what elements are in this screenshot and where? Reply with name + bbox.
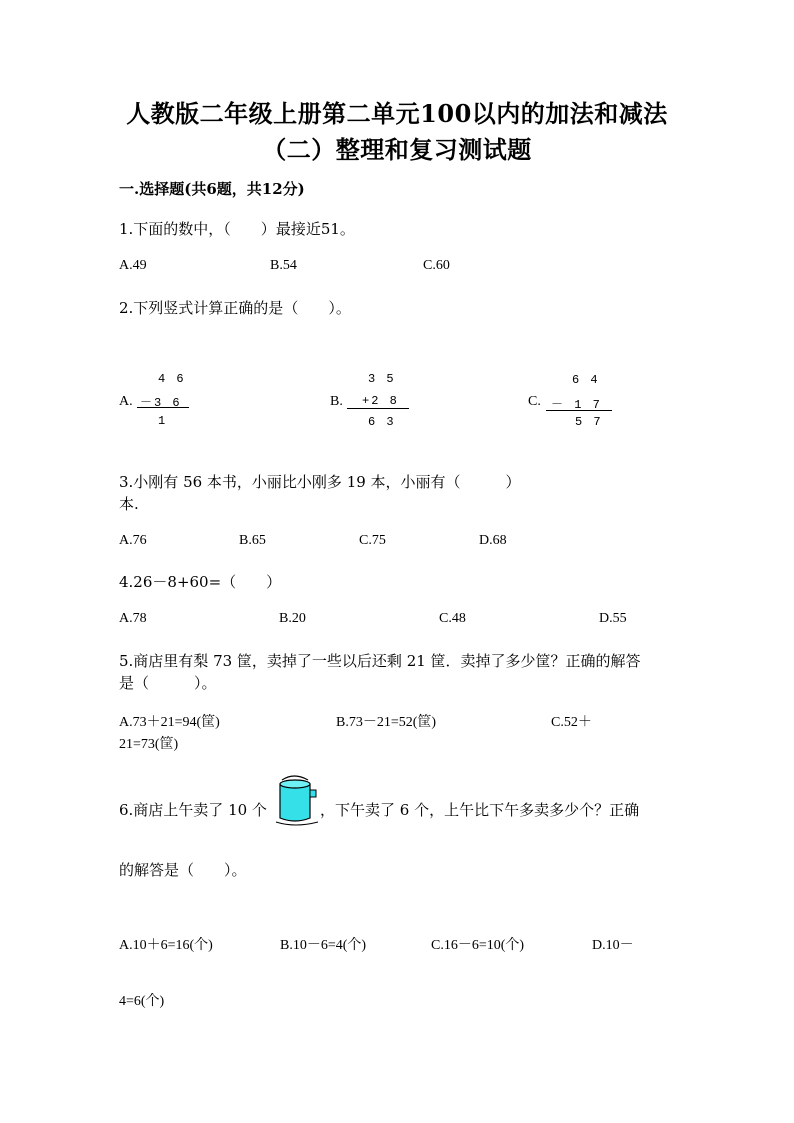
question-2-option-b-rule — [347, 408, 409, 409]
section-heading: 一.选择题(共6题，共12分) — [119, 180, 305, 198]
question-6-option-a: A.10＋6=16(个) — [119, 938, 213, 953]
question-5-stem: 5.商店里有梨 73 筐，卖掉了一些以后还剩 21 筐．卖掉了多少筐？正确的解答 — [119, 652, 641, 670]
question-5-option-b: B.73－21=52(筐) — [336, 715, 437, 730]
question-2-option-c-bottom: 5 7 — [575, 415, 603, 429]
question-6-option-d-cont: 4=6(个) — [119, 994, 165, 1009]
question-3-stem-cont: 本. — [119, 495, 139, 513]
question-5-option-a: A.73＋21=94(筐) — [119, 715, 220, 730]
question-2-option-b-mid: +2 8 — [362, 394, 399, 408]
question-4-stem: 4.26－8+60=（ ） — [119, 573, 282, 591]
question-2-option-a-rule — [137, 407, 189, 408]
bucket-icon — [274, 774, 320, 826]
question-6-stem: 6.商店上午卖了 10 个 — [119, 801, 267, 819]
question-2-stem: 2.下列竖式计算正确的是（ ）。 — [119, 299, 351, 317]
question-2-option-a-label: A. — [119, 394, 133, 409]
question-4-option-b: B.20 — [279, 611, 306, 626]
question-3-option-a: A.76 — [119, 533, 147, 548]
question-3-stem: 3.小刚有 56 本书，小丽比小刚多 19 本，小丽有（ ） — [119, 473, 521, 491]
question-6-stem-cont: 的解答是（ ）。 — [119, 861, 247, 879]
question-1-stem: 1.下面的数中，（ ）最接近51。 — [119, 220, 355, 238]
question-3-option-c: C.75 — [359, 533, 386, 548]
question-3-option-d: D.68 — [479, 533, 507, 548]
question-3-option-b: B.65 — [239, 533, 266, 548]
question-2-option-a-mid: －3 6 — [140, 396, 182, 410]
question-2-option-b-label: B. — [330, 394, 343, 409]
question-6-option-b: B.10－6=4(个) — [280, 938, 367, 953]
question-5-option-c-cont: 21=73(筐) — [119, 737, 179, 752]
question-2-option-b-top: 3 5 — [368, 372, 396, 386]
question-4-option-d: D.55 — [599, 611, 627, 626]
question-1-option-c: C.60 — [423, 258, 450, 273]
question-2-option-c-mid: － 1 7 — [551, 398, 602, 412]
question-6-option-c: C.16－6=10(个) — [431, 938, 525, 953]
question-1-option-b: B.54 — [270, 258, 297, 273]
question-5-stem-cont: 是（ ）。 — [119, 674, 217, 692]
question-2-option-b-bottom: 6 3 — [368, 415, 396, 429]
page-title: 人教版二年级上册第二单元100以内的加法和减法 — [126, 99, 668, 128]
page-subtitle: （二）整理和复习测试题 — [262, 135, 532, 164]
question-5-option-c: C.52＋ — [551, 715, 592, 730]
question-2-option-a-top: 4 6 — [158, 372, 186, 386]
question-1-option-a: A.49 — [119, 258, 147, 273]
question-4-option-a: A.78 — [119, 611, 147, 626]
question-6-option-d: D.10－ — [592, 938, 634, 953]
question-2-option-c-label: C. — [528, 394, 541, 409]
question-6-stem-after: ，下午卖了 6 个，上午比下午多卖多少个？正确 — [320, 801, 640, 819]
question-2-option-c-top: 6 4 — [572, 373, 600, 387]
question-2-option-c-rule — [546, 410, 612, 411]
question-4-option-c: C.48 — [439, 611, 466, 626]
question-2-option-a-bottom: 1 — [158, 414, 168, 428]
